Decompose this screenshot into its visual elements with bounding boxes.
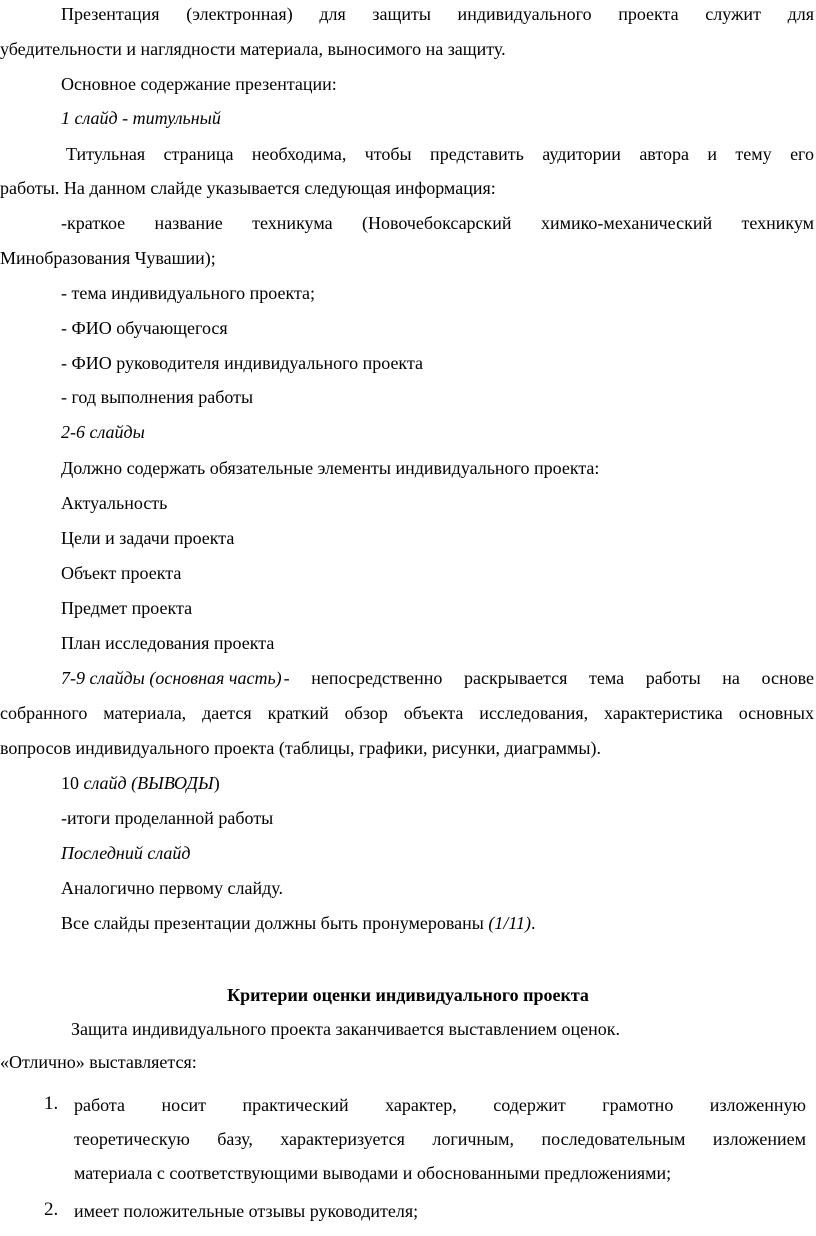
paragraph-line bbox=[61, 666, 814, 690]
paragraph-line: собранного материала, дается краткий обзор объекта исследования, характеристика основных bbox=[0, 703, 814, 723]
numbering-dot: . bbox=[531, 913, 536, 933]
list-item: - ФИО обучающегося bbox=[61, 318, 228, 338]
paragraph-line: Титульная страница необходима, чтобы представить аудитории автора и тему его bbox=[66, 144, 814, 164]
list-item: -краткое название техникума (Новочебоксарский химико-механический техникум bbox=[61, 213, 814, 233]
paragraph-text: - непосредственно раскрывается тема работы на основе bbox=[283, 668, 814, 688]
list-item: теоретическую базу, характеризуется логичным, последовательным изложением bbox=[74, 1129, 806, 1149]
criteria-title: Критерии оценки индивидуального проекта bbox=[227, 985, 589, 1005]
list-item: Предмет проекта bbox=[61, 598, 193, 618]
list-item: - ФИО руководителя индивидуального проекта bbox=[61, 353, 424, 373]
list-item: -итоги проделанной работы bbox=[61, 808, 274, 828]
paragraph-line: Презентация (электронная) для защиты индивидуального проекта служит для bbox=[61, 4, 814, 24]
section-heading: Последний слайд bbox=[61, 843, 191, 863]
paragraph-line: Защита индивидуального проекта заканчивается выставлением оценок. bbox=[71, 1019, 621, 1039]
paragraph-line: убедительности и наглядности материала, выносимого на защиту. bbox=[0, 39, 506, 59]
list-item: - тема индивидуального проекта; bbox=[61, 283, 316, 303]
paragraph-line: вопросов индивидуального проекта (таблицы, графики, рисунки, диаграммы). bbox=[0, 738, 601, 758]
list-item: работа носит практический характер, содержит грамотно изложенную bbox=[74, 1095, 806, 1115]
section-heading: 1 слайд - титульный bbox=[61, 108, 221, 128]
list-item: Объект проекта bbox=[61, 563, 182, 583]
section-heading: 2-6 слайды bbox=[61, 422, 145, 442]
paragraph-line bbox=[61, 911, 536, 935]
list-item: имеет положительные отзывы руководителя; bbox=[74, 1201, 419, 1221]
numbering-example: (1/11) bbox=[488, 913, 532, 933]
section-heading bbox=[61, 771, 220, 795]
numbering-text: Все слайды презентации должны быть пронумерованы bbox=[61, 913, 484, 933]
list-item: План исследования проекта bbox=[61, 633, 275, 653]
slide-title: слайд (ВЫВОДЫ bbox=[83, 773, 214, 793]
section-heading: 7-9 слайды (основная часть) bbox=[61, 668, 282, 688]
slide-number: 10 bbox=[61, 773, 79, 793]
list-item: Актуальность bbox=[61, 493, 168, 513]
list-number: 2. bbox=[44, 1199, 59, 1220]
paragraph-line: Должно содержать обязательные элементы индивидуального проекта: bbox=[61, 458, 600, 478]
paragraph-line: «Отлично» выставляется: bbox=[0, 1052, 197, 1072]
closing-paren: ) bbox=[213, 773, 220, 793]
list-item: Минобразования Чувашии); bbox=[0, 248, 216, 268]
paragraph-line: работы. На данном слайде указывается следующая информация: bbox=[0, 178, 496, 198]
list-item: материала с соответствующими выводами и обоснованными предложениями; bbox=[74, 1163, 672, 1183]
list-number: 1. bbox=[44, 1093, 59, 1114]
list-item: Цели и задачи проекта bbox=[61, 528, 235, 548]
paragraph-line: Аналогично первому слайду. bbox=[61, 878, 283, 898]
list-item: - год выполнения работы bbox=[61, 387, 254, 407]
paragraph-line: Основное содержание презентации: bbox=[61, 74, 337, 94]
